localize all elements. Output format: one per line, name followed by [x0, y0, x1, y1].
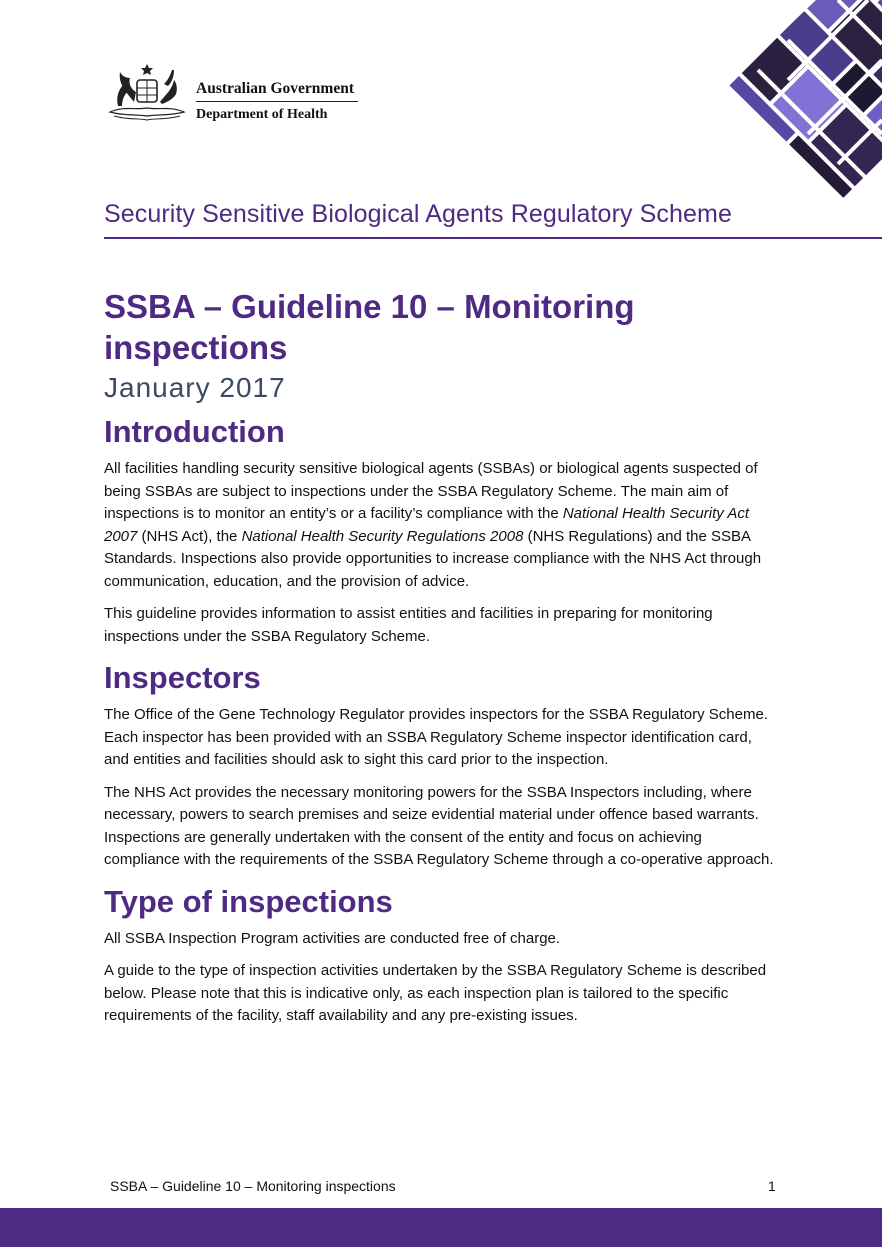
document-title: SSBA – Guideline 10 – Monitoring inspections — [104, 288, 635, 366]
types-heading: Type of inspections — [104, 883, 393, 919]
inspectors-paragraph-2: The NHS Act provides the necessary monitoring powers for the SSBA Inspectors including, where necessary, powers to search premises and seize evidential material under offence based warrants. Inspections are generally undertaken with the consent of the entity and focus on achieving compliance with the requirements of the SSBA Regulatory Scheme through a co-operative approach. — [104, 783, 774, 868]
page-number: 1 — [768, 1178, 776, 1194]
document-body — [104, 286, 780, 1038]
types-paragraph-1: All SSBA Inspection Program activities are conducted free of charge. — [104, 929, 561, 947]
footer-bar — [0, 1208, 882, 1247]
inspectors-heading: Inspectors — [104, 660, 261, 695]
introduction-heading: Introduction — [104, 414, 285, 449]
department-name: Department of Health — [196, 107, 328, 122]
introduction-paragraph-2: This guideline provides information to assist entities and facilities in preparing for monitoring inspections under the SSBA Regulatory Scheme. — [104, 605, 713, 645]
government-name: Australian Government — [196, 80, 355, 97]
introduction-paragraph-1: All facilities handling security sensitive biological agents (SSBAs) or biological agents suspected of being SSBAs are subject to inspections under the SSBA Regulatory Scheme. The main aim of inspections is to monitor an entity’s or a facility’s compliance with the National Health Security Act 2007 (NHS Act), the National Health Security Regulations 2008 (NHS Regulations) and the SSBA Standards. Inspections also provide opportunities to increase compliance with the NHS Act through communication, education, and the provision of advice. — [104, 460, 762, 590]
scheme-banner-title: Security Sensitive Biological Agents Regulatory Scheme — [104, 200, 732, 228]
coat-of-arms-logo — [104, 62, 190, 124]
types-paragraph-2: A guide to the type of inspection activities undertaken by the SSBA Regulatory Scheme is described below. Please note that this is indicative only, as each inspection plan is tailored to the specific requirements of the facility, staff availability and any pre-existing issues. — [104, 962, 767, 1024]
inspectors-paragraph-1: The Office of the Gene Technology Regulator provides inspectors for the SSBA Regulatory Scheme. Each inspector has been provided with an SSBA Regulatory Scheme inspector identification card, and entities and facilities should ask to sight this card prior to the inspection. — [104, 706, 768, 768]
scheme-divider — [104, 237, 882, 239]
footer-document-title: SSBA – Guideline 10 – Monitoring inspections — [110, 1178, 396, 1194]
government-divider — [196, 101, 358, 102]
document-date: January 2017 — [104, 372, 286, 403]
decorative-mosaic-image — [728, 0, 882, 236]
